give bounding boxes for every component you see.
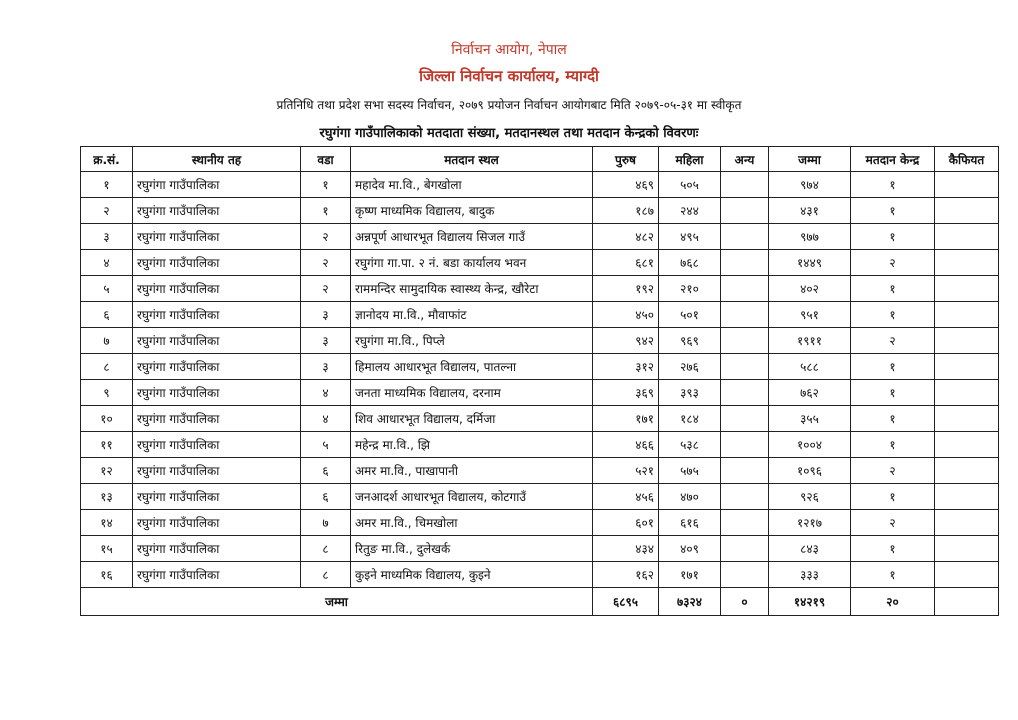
cell-remarks xyxy=(935,562,999,588)
cell-total: ४३१ xyxy=(769,198,851,224)
table-row xyxy=(81,406,999,432)
cell-polling-centers: १ xyxy=(851,224,935,250)
cell-ward: २ xyxy=(301,250,351,276)
cell-serial: १० xyxy=(81,406,133,432)
cell-polling-centers: १ xyxy=(851,484,935,510)
cell-other xyxy=(721,276,769,302)
table-title: रघुगंगा गाउँपालिकाको मतदाता संख्या, मतदानस्थल तथा मतदान केन्द्रको विवरणः xyxy=(319,126,699,141)
cell-polling-place: अमर मा.वि., चिमखोला xyxy=(351,510,593,536)
cell-local-level: रघुगंगा गाउँपालिका xyxy=(133,198,301,224)
cell-polling-place: महादेव मा.वि., बेगखोला xyxy=(351,172,593,198)
total-sum: १४२१९ xyxy=(769,588,851,616)
cell-total: ९२६ xyxy=(769,484,851,510)
cell-serial: १ xyxy=(81,172,133,198)
cell-polling-place: कुइने माध्यमिक विद्यालय, कुइने xyxy=(351,562,593,588)
table-row xyxy=(81,198,999,224)
commission-name: निर्वाचन आयोग, नेपाल xyxy=(451,42,567,58)
cell-polling-place: जनआदर्श आधारभूत विद्यालय, कोटगाउँ xyxy=(351,484,593,510)
cell-other xyxy=(721,172,769,198)
table-row xyxy=(81,510,999,536)
cell-remarks xyxy=(935,432,999,458)
table-row xyxy=(81,562,999,588)
cell-polling-centers: २ xyxy=(851,458,935,484)
cell-male: ४८२ xyxy=(593,224,659,250)
cell-female: ६१६ xyxy=(659,510,721,536)
cell-other xyxy=(721,354,769,380)
cell-polling-place: ज्ञानोदय मा.वि., मौवाफांट xyxy=(351,302,593,328)
cell-total: ४०२ xyxy=(769,276,851,302)
cell-remarks xyxy=(935,484,999,510)
cell-female: ५०१ xyxy=(659,302,721,328)
approval-note: प्रतिनिधि तथा प्रदेश सभा सदस्य निर्वाचन, २०७९ प्रयोजन निर्वाचन आयोगबाट मिति २०७९-०५-३१ मा स्वीकृत xyxy=(276,98,742,112)
cell-polling-centers: १ xyxy=(851,406,935,432)
cell-serial: ५ xyxy=(81,276,133,302)
cell-ward: ८ xyxy=(301,562,351,588)
cell-ward: ७ xyxy=(301,510,351,536)
cell-serial: १५ xyxy=(81,536,133,562)
cell-total: ७६२ xyxy=(769,380,851,406)
cell-other xyxy=(721,380,769,406)
total-female: ७३२४ xyxy=(659,588,721,616)
col-header-remarks: कैफियत xyxy=(935,147,999,172)
cell-polling-place: शिव आधारभूत विद्यालय, दर्मिजा xyxy=(351,406,593,432)
cell-polling-centers: १ xyxy=(851,432,935,458)
cell-male: ४५६ xyxy=(593,484,659,510)
cell-other xyxy=(721,198,769,224)
table-row xyxy=(81,354,999,380)
cell-serial: ४ xyxy=(81,250,133,276)
cell-ward: ८ xyxy=(301,536,351,562)
cell-remarks xyxy=(935,354,999,380)
cell-other xyxy=(721,562,769,588)
cell-remarks xyxy=(935,536,999,562)
cell-remarks xyxy=(935,406,999,432)
table-row xyxy=(81,328,999,354)
cell-polling-place: राममन्दिर सामुदायिक स्वास्थ्य केन्द्र, खौरेटा xyxy=(351,276,593,302)
cell-serial: ३ xyxy=(81,224,133,250)
cell-female: २७६ xyxy=(659,354,721,380)
cell-polling-centers: २ xyxy=(851,250,935,276)
cell-polling-place: हिमालय आधारभूत विद्यालय, पातल्ना xyxy=(351,354,593,380)
cell-local-level: रघुगंगा गाउँपालिका xyxy=(133,406,301,432)
table-row xyxy=(81,380,999,406)
cell-total: ३३३ xyxy=(769,562,851,588)
cell-ward: २ xyxy=(301,276,351,302)
cell-other xyxy=(721,406,769,432)
cell-total: १२१७ xyxy=(769,510,851,536)
cell-ward: ६ xyxy=(301,484,351,510)
cell-male: ६८१ xyxy=(593,250,659,276)
cell-male: ६०१ xyxy=(593,510,659,536)
cell-ward: ३ xyxy=(301,302,351,328)
cell-polling-centers: १ xyxy=(851,302,935,328)
cell-ward: ६ xyxy=(301,458,351,484)
cell-ward: ४ xyxy=(301,380,351,406)
cell-female: २४४ xyxy=(659,198,721,224)
cell-polling-centers: १ xyxy=(851,562,935,588)
cell-local-level: रघुगंगा गाउँपालिका xyxy=(133,224,301,250)
col-header-female: महिला xyxy=(659,147,721,172)
cell-ward: १ xyxy=(301,172,351,198)
cell-polling-place: रघुगंगा मा.वि., पिप्ले xyxy=(351,328,593,354)
cell-polling-place: अन्नपूर्ण आधारभूत विद्यालय सिजल गाउँ xyxy=(351,224,593,250)
total-row xyxy=(81,588,999,616)
cell-female: ५७५ xyxy=(659,458,721,484)
total-remarks xyxy=(935,588,999,616)
cell-remarks xyxy=(935,510,999,536)
cell-polling-centers: २ xyxy=(851,510,935,536)
cell-female: ३९३ xyxy=(659,380,721,406)
col-header-ward: वडा xyxy=(301,147,351,172)
cell-polling-centers: २ xyxy=(851,328,935,354)
cell-polling-centers: १ xyxy=(851,276,935,302)
cell-polling-place: रघुगंगा गा.पा. २ नं. बडा कार्यालय भवन xyxy=(351,250,593,276)
col-header-total: जम्मा xyxy=(769,147,851,172)
cell-local-level: रघुगंगा गाउँपालिका xyxy=(133,484,301,510)
cell-ward: २ xyxy=(301,224,351,250)
cell-remarks xyxy=(935,172,999,198)
cell-female: १७१ xyxy=(659,562,721,588)
cell-female: ५०५ xyxy=(659,172,721,198)
cell-female: ५३८ xyxy=(659,432,721,458)
cell-ward: ३ xyxy=(301,328,351,354)
cell-female: ४०९ xyxy=(659,536,721,562)
col-header-polling-centers: मतदान केन्द्र xyxy=(851,147,935,172)
cell-male: ५२१ xyxy=(593,458,659,484)
cell-ward: ३ xyxy=(301,354,351,380)
cell-local-level: रघुगंगा गाउँपालिका xyxy=(133,250,301,276)
col-header-other: अन्य xyxy=(721,147,769,172)
cell-male: १७१ xyxy=(593,406,659,432)
cell-polling-centers: १ xyxy=(851,354,935,380)
cell-male: ३१२ xyxy=(593,354,659,380)
cell-remarks xyxy=(935,328,999,354)
cell-male: ९४२ xyxy=(593,328,659,354)
cell-female: ७६८ xyxy=(659,250,721,276)
cell-other xyxy=(721,328,769,354)
cell-male: १६२ xyxy=(593,562,659,588)
cell-total: ५८८ xyxy=(769,354,851,380)
cell-ward: ४ xyxy=(301,406,351,432)
cell-male: ३६९ xyxy=(593,380,659,406)
cell-local-level: रघुगंगा गाउँपालिका xyxy=(133,302,301,328)
cell-local-level: रघुगंगा गाउँपालिका xyxy=(133,458,301,484)
cell-remarks xyxy=(935,198,999,224)
table-row xyxy=(81,224,999,250)
polling-station-table xyxy=(80,146,999,616)
cell-polling-place: रितुङ मा.वि., दुलेखर्क xyxy=(351,536,593,562)
table-row xyxy=(81,172,999,198)
cell-other xyxy=(721,250,769,276)
cell-total: १००४ xyxy=(769,432,851,458)
cell-other xyxy=(721,510,769,536)
cell-ward: ५ xyxy=(301,432,351,458)
table-row xyxy=(81,536,999,562)
cell-total: ३५५ xyxy=(769,406,851,432)
cell-total: ९५१ xyxy=(769,302,851,328)
cell-serial: १६ xyxy=(81,562,133,588)
header-row xyxy=(81,147,999,172)
cell-local-level: रघुगंगा गाउँपालिका xyxy=(133,432,301,458)
table-row xyxy=(81,276,999,302)
table-row xyxy=(81,458,999,484)
cell-polling-centers: १ xyxy=(851,198,935,224)
cell-polling-place: अमर मा.वि., पाखापानी xyxy=(351,458,593,484)
cell-remarks xyxy=(935,224,999,250)
cell-serial: ८ xyxy=(81,354,133,380)
total-male: ६८९५ xyxy=(593,588,659,616)
table-row xyxy=(81,250,999,276)
col-header-local-level: स्थानीय तह xyxy=(133,147,301,172)
cell-remarks xyxy=(935,458,999,484)
cell-serial: ७ xyxy=(81,328,133,354)
cell-local-level: रघुगंगा गाउँपालिका xyxy=(133,354,301,380)
cell-total: ८४३ xyxy=(769,536,851,562)
total-label: जम्मा xyxy=(81,588,593,616)
table-row xyxy=(81,302,999,328)
cell-female: ९६९ xyxy=(659,328,721,354)
cell-serial: १२ xyxy=(81,458,133,484)
cell-male: ४३४ xyxy=(593,536,659,562)
table-row xyxy=(81,484,999,510)
col-header-polling-place: मतदान स्थल xyxy=(351,147,593,172)
cell-remarks xyxy=(935,276,999,302)
cell-local-level: रघुगंगा गाउँपालिका xyxy=(133,328,301,354)
cell-local-level: रघुगंगा गाउँपालिका xyxy=(133,536,301,562)
office-name: जिल्ला निर्वाचन कार्यालय, म्याग्दी xyxy=(419,67,599,85)
cell-remarks xyxy=(935,250,999,276)
total-centers: २० xyxy=(851,588,935,616)
cell-serial: १३ xyxy=(81,484,133,510)
cell-male: १८७ xyxy=(593,198,659,224)
cell-local-level: रघुगंगा गाउँपालिका xyxy=(133,172,301,198)
cell-serial: २ xyxy=(81,198,133,224)
cell-other xyxy=(721,432,769,458)
cell-polling-centers: १ xyxy=(851,172,935,198)
cell-total: ९७४ xyxy=(769,172,851,198)
cell-ward: १ xyxy=(301,198,351,224)
cell-serial: ९ xyxy=(81,380,133,406)
cell-female: २१० xyxy=(659,276,721,302)
cell-other xyxy=(721,224,769,250)
cell-male: ४५० xyxy=(593,302,659,328)
cell-total: १९११ xyxy=(769,328,851,354)
cell-male: ४६६ xyxy=(593,432,659,458)
cell-local-level: रघुगंगा गाउँपालिका xyxy=(133,562,301,588)
cell-remarks xyxy=(935,302,999,328)
cell-other xyxy=(721,302,769,328)
total-other: ० xyxy=(721,588,769,616)
cell-polling-centers: १ xyxy=(851,536,935,562)
cell-total: १४४९ xyxy=(769,250,851,276)
cell-other xyxy=(721,458,769,484)
cell-serial: ११ xyxy=(81,432,133,458)
cell-local-level: रघुगंगा गाउँपालिका xyxy=(133,380,301,406)
col-header-male: पुरुष xyxy=(593,147,659,172)
cell-other xyxy=(721,536,769,562)
cell-total: ९७७ xyxy=(769,224,851,250)
cell-local-level: रघुगंगा गाउँपालिका xyxy=(133,510,301,536)
cell-remarks xyxy=(935,380,999,406)
cell-other xyxy=(721,484,769,510)
cell-female: ४७० xyxy=(659,484,721,510)
cell-polling-place: महेन्द्र मा.वि., झि xyxy=(351,432,593,458)
cell-total: १०९६ xyxy=(769,458,851,484)
table-row xyxy=(81,432,999,458)
cell-female: ४९५ xyxy=(659,224,721,250)
cell-serial: ६ xyxy=(81,302,133,328)
cell-male: १९२ xyxy=(593,276,659,302)
cell-serial: १४ xyxy=(81,510,133,536)
cell-male: ४६९ xyxy=(593,172,659,198)
cell-polling-place: कृष्ण माध्यमिक विद्यालय, बादुक xyxy=(351,198,593,224)
cell-local-level: रघुगंगा गाउँपालिका xyxy=(133,276,301,302)
cell-polling-centers: १ xyxy=(851,380,935,406)
cell-female: १८४ xyxy=(659,406,721,432)
cell-polling-place: जनता माध्यमिक विद्यालय, दरनाम xyxy=(351,380,593,406)
col-header-serial: क्र.सं. xyxy=(81,147,133,172)
